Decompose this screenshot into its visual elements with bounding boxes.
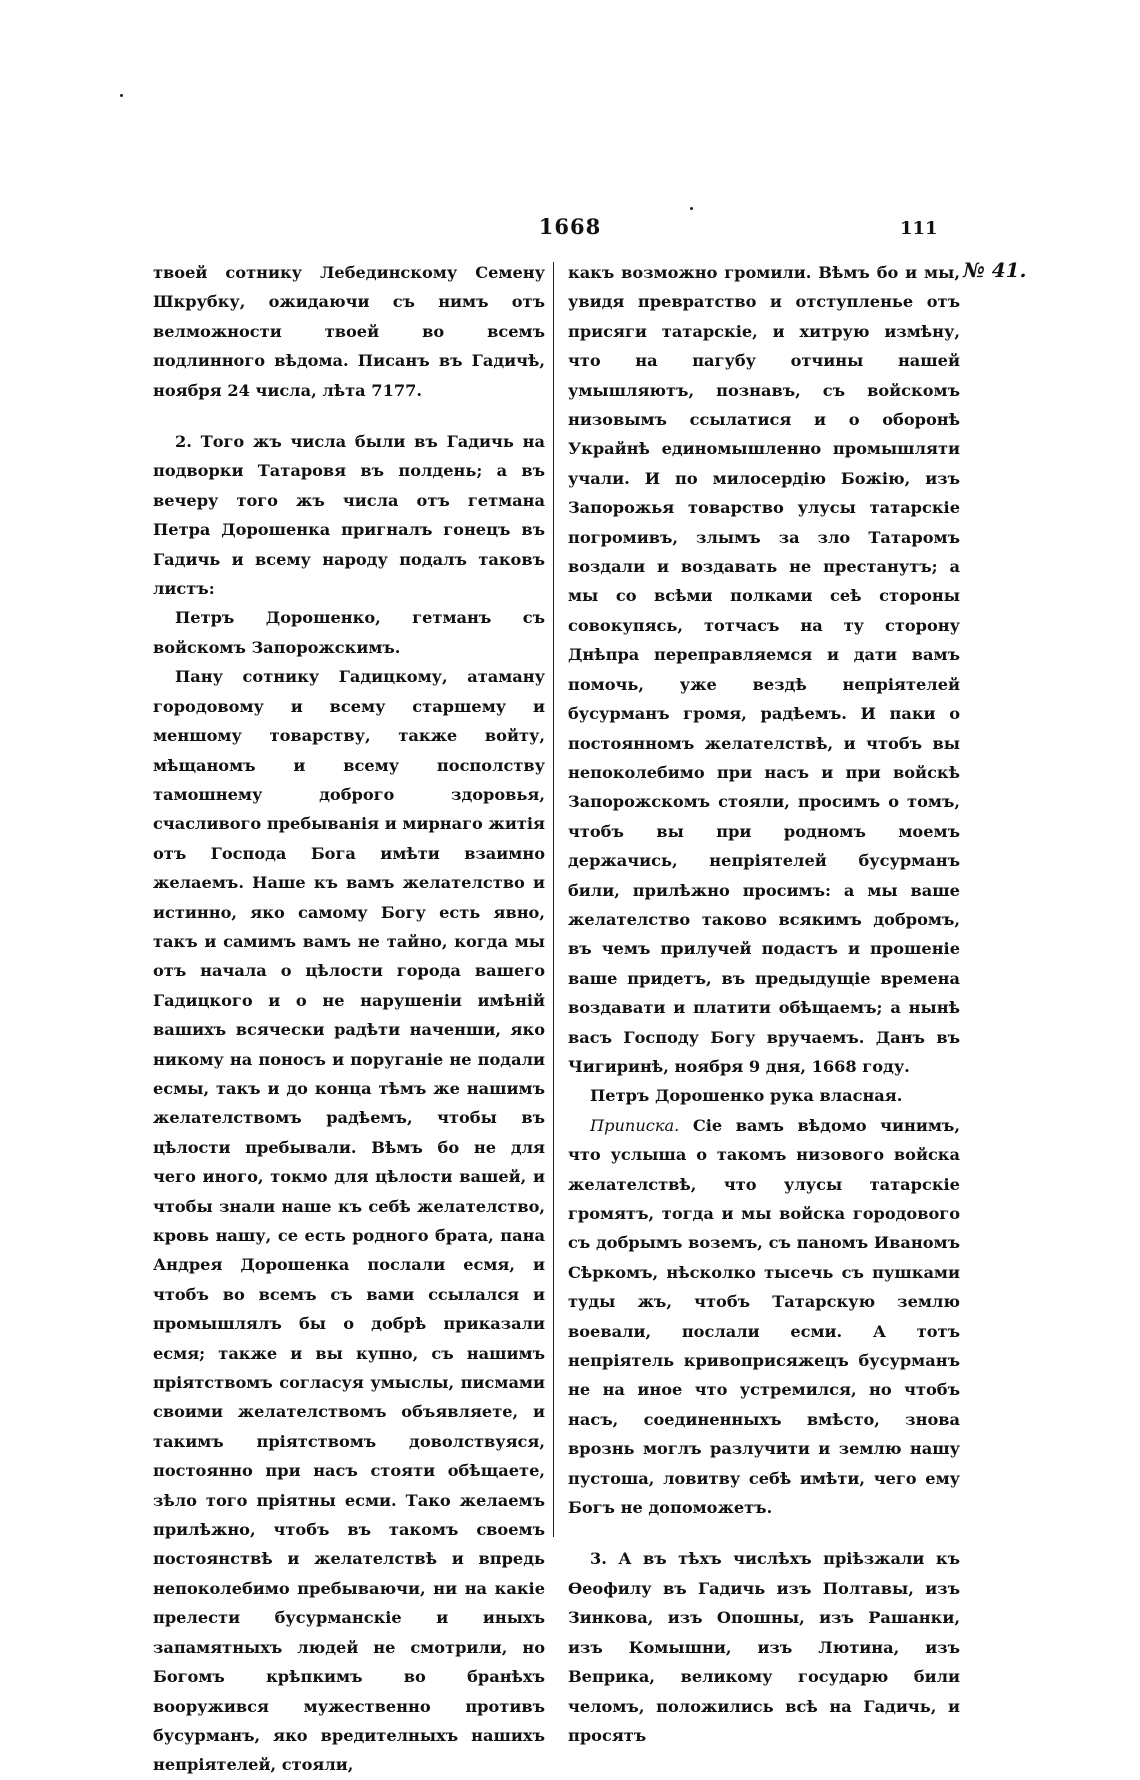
signature-line: Петръ Дорошенко рука власная. [590,1086,903,1106]
paragraph-continuation: твоей сотнику Лебединскому Семену Шкрубку, ожидаючи съ нимъ отъ велможности твоей во всемъ подлинного вѣдома. Писанъ въ Гадичѣ, ноября 24 числа, лѣта 7177. [153,263,545,400]
paragraph-section-2: 2. Того жъ числа были въ Гадичь на подворки Татаровя въ полдень; а въ вечеру того жъ числа отъ гетмана Петра Дорошенка пригналъ гонецъ въ Гадичь и всему народу подалъ таковъ листъ: [153,432,545,599]
right-column [568,258,960,1750]
left-column [153,258,545,1780]
scan-speck [120,94,123,97]
paragraph-letter-continuation: какъ возможно громили. Вѣмъ бо и мы, увидя превратство и отступленье отъ присяги татарскіе, и хитрую измѣну, что на пагубу отчины нашей умышляютъ, познавъ, съ войскомъ низовымъ ссылатися и о оборонѣ Украйнѣ единомышленно промышляти учали. И по милосердію Божію, изъ Запорожья товарство улусы татарскіе погромивъ, злымъ за зло Татаромъ воздали и воздавать не престанутъ; а мы со всѣми полками сеѣ стороны совокупясь, тотчасъ на ту сторону Днѣпра переправляемся и дати вамъ помочь, уже вездѣ непріятелей бусурманъ громя, радѣемъ. И паки о постоянномъ желателствѣ, и чтобъ вы непоколебимо при насъ и при войскѣ Запорожскомъ стояли, просимъ о томъ, чтобъ вы при родномъ моемъ держачись, непріятелей бусурманъ били, прилѣжно просимъ: а мы ваше желателство таково всякимъ добромъ, въ чемъ прилучей подастъ и прошеніе ваше придетъ, въ предыдущіе времена воздавати и платити обѣщаемъ; а нынѣ васъ Господу Богу вручаемъ. Данъ въ Чигиринѣ, ноября 9 дня, 1668 году. [568,263,960,1076]
page-number: 111 [900,218,938,239]
paragraph-letter-heading: Петръ Дорошенко, гетманъ съ войскомъ Запорожскимъ. [153,608,545,657]
postscript-label: Приписка. [590,1115,680,1135]
document-number: № 41. [963,258,1027,282]
paragraph-letter-body: Пану сотнику Гадицкому, атаману городовому и всему старшему и меншому товарству, также войту, мѣщаномъ и всему посполству тамошнему доброго здоровья, счасливого пребыванія и мирнаго житія отъ Господа Бога имѣти взаимно желаемъ. Наше къ вамъ желателство и истинно, яко самому Богу есть явно, такъ и самимъ вамъ не тайно, когда мы отъ начала о цѣлости города вашего Гадицкого и о не нарушеніи имѣній вашихъ всячески радѣти наченши, яко никому на поносъ и поруганіе не подали есмы, такъ и до конца тѣмъ же нашимъ желателствомъ радѣемъ, чтобы въ цѣлости пребывали. Вѣмъ бо не для чего иного, токмо для цѣлости вашей, и чтобы знали наше къ себѣ желателство, кровь нашу, се есть родного брата, пана Андрея Дорошенка послали есмя, и чтобъ во всемъ съ вами ссылался и промышлялъ бы о добрѣ приказали есмя; также и вы купно, съ нашимъ пріятствомъ согласуя умыслы, писмами своими желателствомъ объявляете, и такимъ пріятствомъ доволствуяся, постоянно при насъ стояти обѣщаете, зѣло того пріятны есми. Тако желаемъ прилѣжно, чтобъ въ такомъ своемъ постоянствѣ и желателствѣ и впредь непоколебимо пребываючи, ни на какіе прелести бусурманскіе и иныхъ запамятныхъ людей не смотрили, но Богомъ крѣпкимъ во бранѣхъ вооружився мужественно противъ бусурманъ, яко вредителныхъ нашихъ непріятелей, стояли, [153,667,545,1775]
page-header-year: 1668 [538,214,602,239]
paragraph-section-3: 3. А въ тѣхъ числѣхъ пріѣзжали къ Ѳеофилу въ Гадичь изъ Полтавы, изъ Зинкова, изъ Опошны, изъ Рашанки, изъ Комышни, изъ Лютина, изъ Веприка, великому государю били челомъ, положились всѣ на Гадичь, и просятъ [568,1549,960,1745]
postscript-text: Сіе вамъ вѣдомо чинимъ, что услыша о такомъ низового войска желателствѣ, что улусы татарскіе громятъ, тогда и мы войска городового съ добрымъ воземъ, съ паномъ Иваномъ Сѣркомъ, нѣсколко тысечь съ пушками туды жъ, чтобъ Татарскую землю воевали, послали есми. А тотъ непріятель кривоприсяжецъ бусурманъ не на иное что устремился, но чтобъ насъ, соединенныхъ вмѣсто, знова врознь моглъ разлучити и землю нашу пустоша, ловитву себѣ имѣти, чего ему Богъ не допоможетъ. [568,1115,960,1518]
column-divider [553,262,554,1537]
scan-speck [690,207,693,210]
paragraph-postscript [568,1111,960,1523]
